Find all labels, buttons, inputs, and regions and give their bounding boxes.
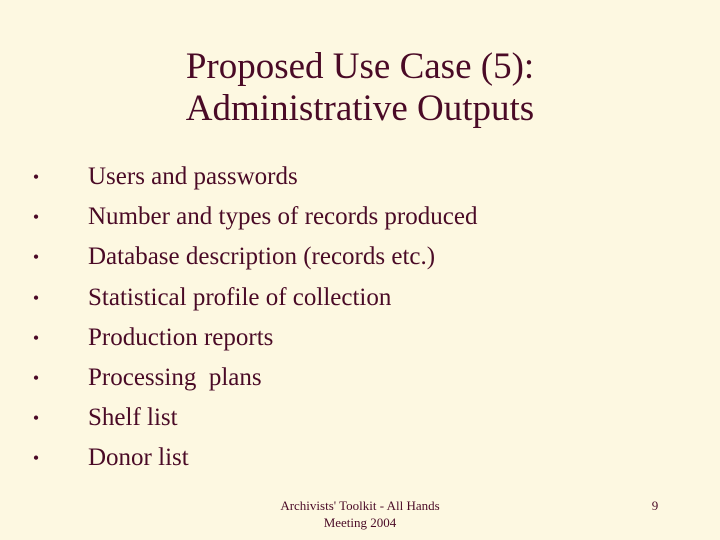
bullet-icon: • bbox=[32, 327, 40, 348]
footer-line-2: Meeting 2004 bbox=[323, 515, 397, 530]
bullet-text: Shelf list bbox=[88, 404, 178, 432]
bullet-icon: • bbox=[32, 207, 40, 228]
slide-title-line-2: Administrative Outputs bbox=[185, 88, 535, 129]
bullet-icon: • bbox=[32, 408, 40, 429]
bullet-text: Production reports bbox=[88, 323, 274, 351]
bullet-text: Donor list bbox=[88, 444, 189, 472]
slide-footer bbox=[250, 497, 470, 531]
bullet-icon: • bbox=[32, 448, 40, 469]
bullet-icon: • bbox=[32, 247, 40, 268]
bullet-text: Statistical profile of collection bbox=[88, 283, 392, 311]
bullet-text: Users and passwords bbox=[88, 163, 298, 190]
bullet-text: Number and types of records produced bbox=[88, 203, 478, 231]
footer-line-1: Archivists' Toolkit - All Hands bbox=[280, 498, 440, 513]
slide-title bbox=[60, 46, 660, 130]
bullet-icon: • bbox=[32, 287, 40, 308]
bullet-icon: • bbox=[32, 167, 40, 187]
bullet-icon: • bbox=[32, 367, 40, 388]
page-number: 9 bbox=[651, 498, 659, 513]
slide-title-line-1: Proposed Use Case (5): bbox=[185, 46, 535, 87]
bullet-text: Database description (records etc.) bbox=[88, 243, 436, 271]
bullet-text: Processing plans bbox=[88, 363, 262, 391]
